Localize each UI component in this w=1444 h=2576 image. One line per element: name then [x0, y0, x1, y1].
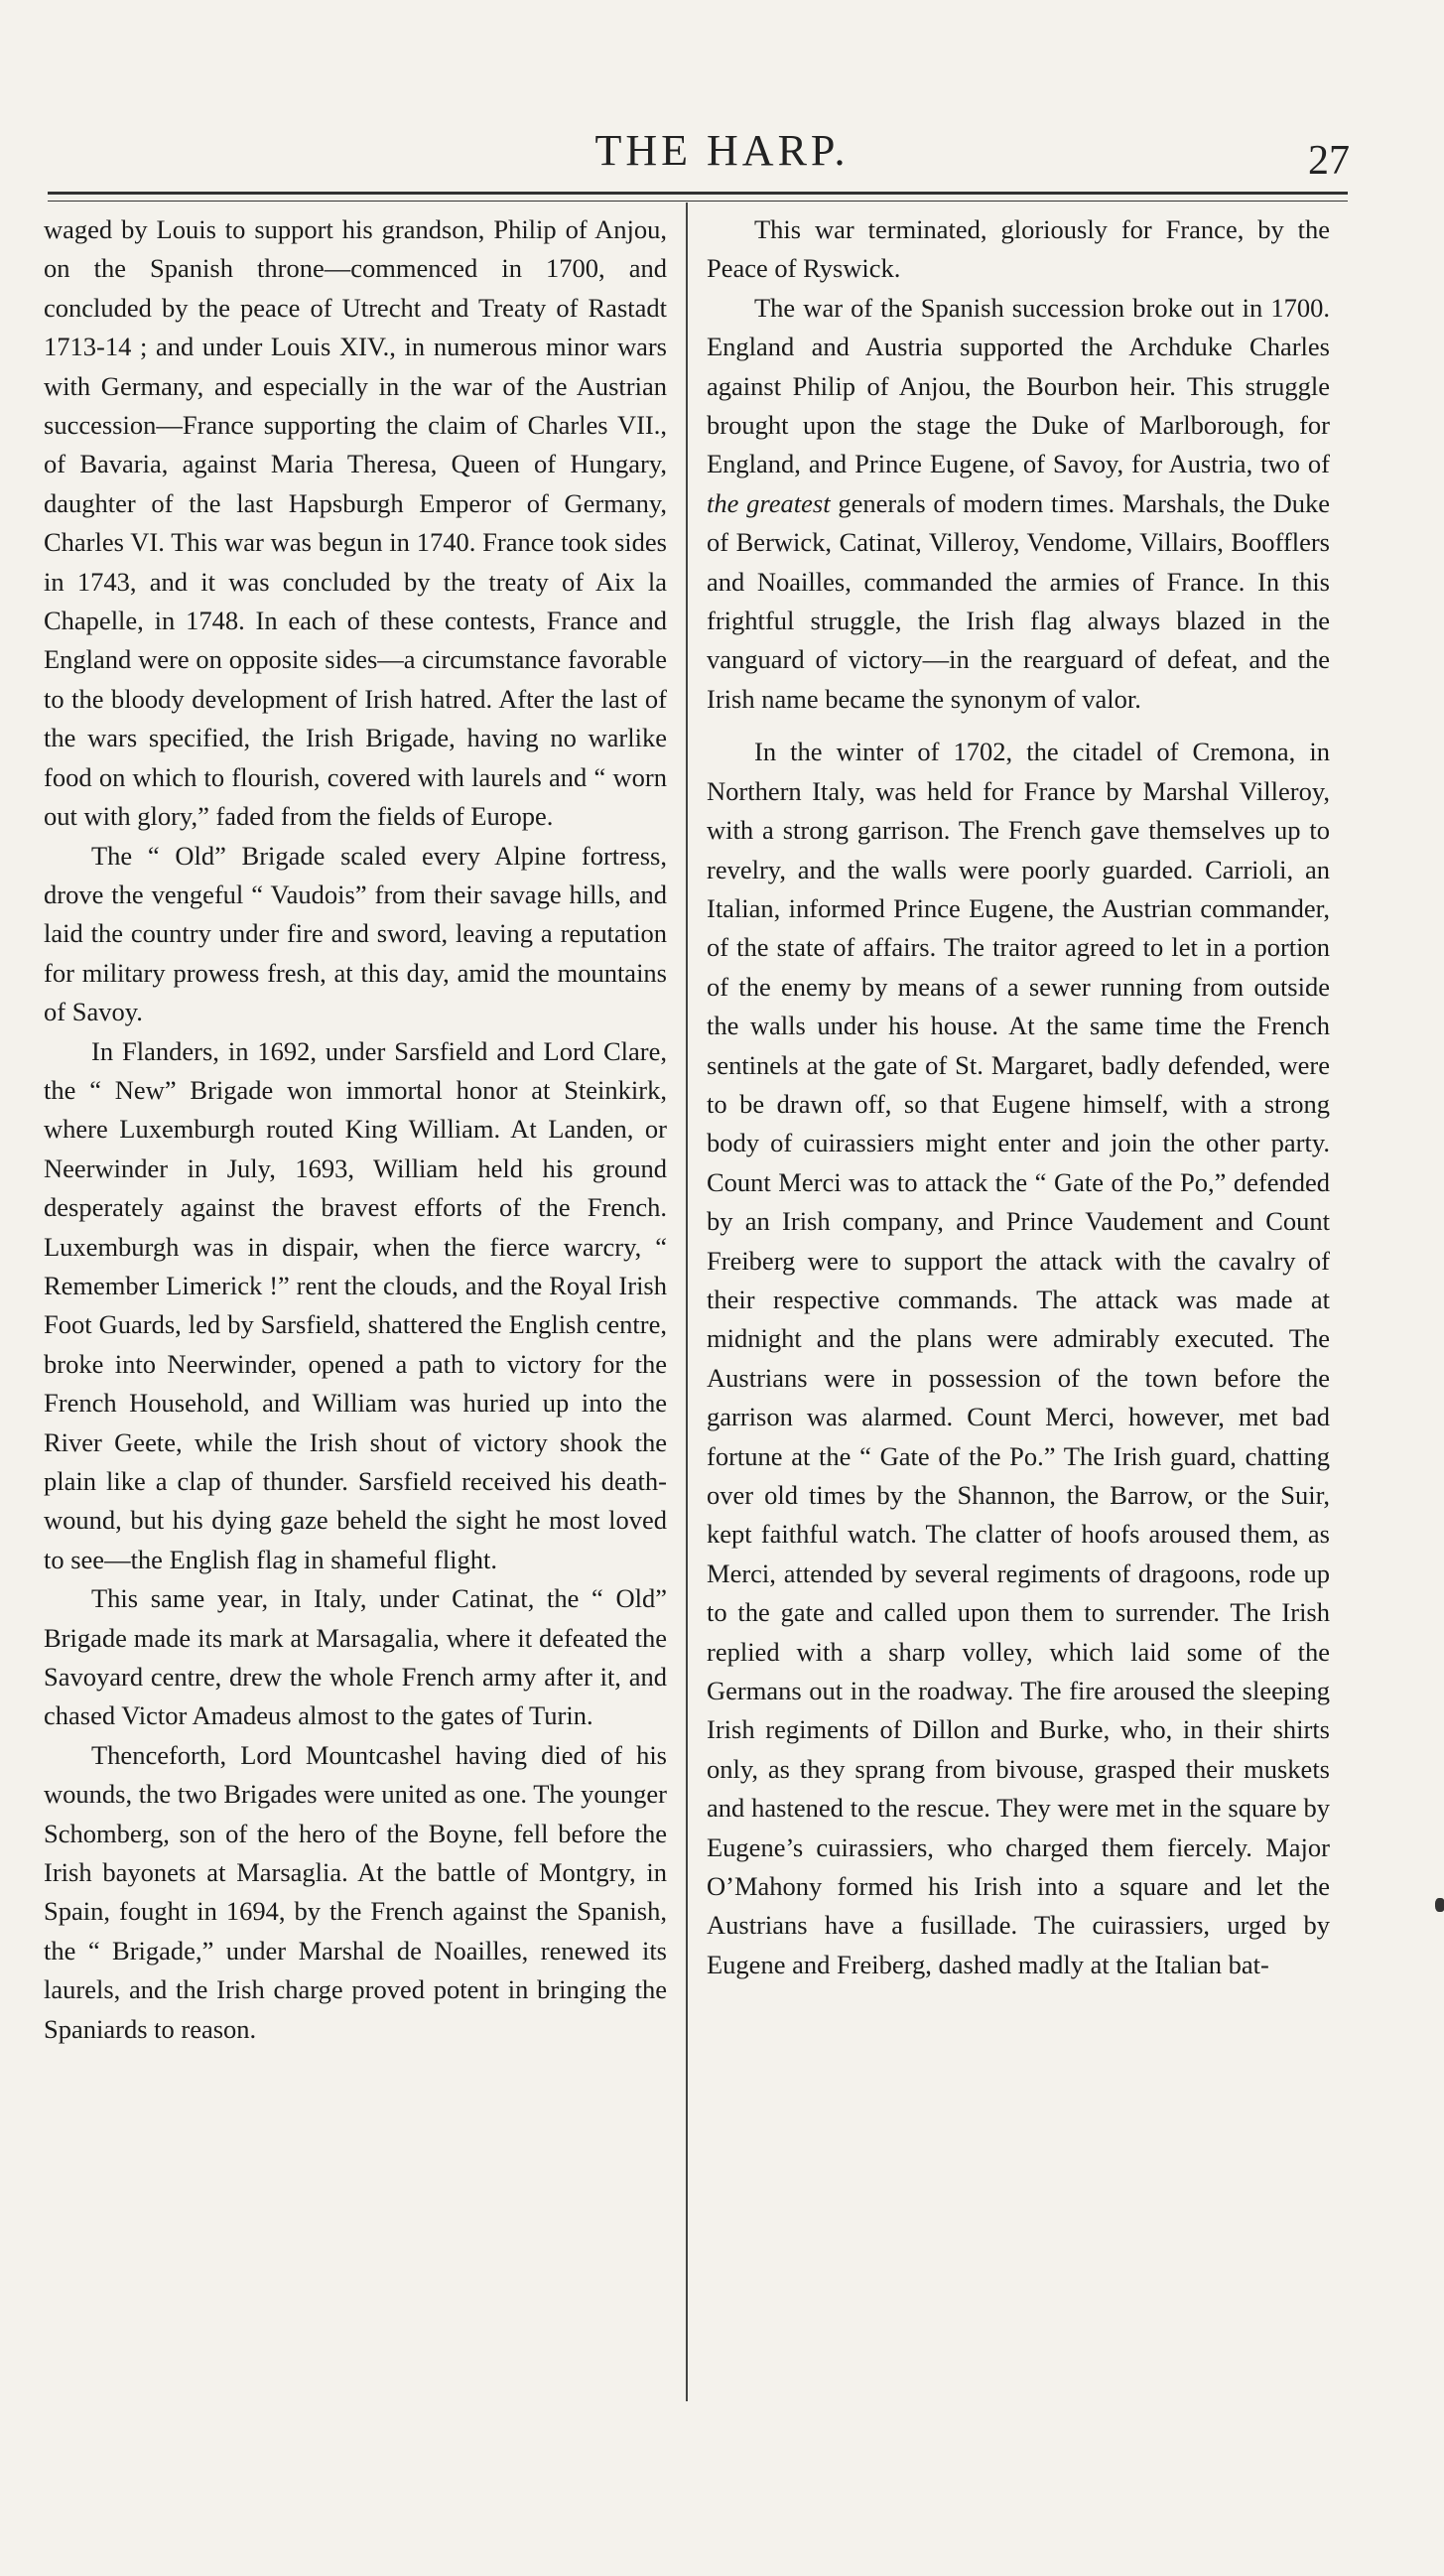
left-paragraph-3: In Flanders, in 1692, under Sarsfield and Lord Clare, the “ New” Brigade won immortal honor at Steinkirk, where Luxemburgh routed King William. At Landen, or Neerwinder in July, 1693, William held his ground desperately against the bravest efforts of the French. Luxemburgh was in dispair, when the fierce warcry, “ Remember Limerick !” rent the clouds, and the Royal Irish Foot Guards, led by Sarsfield, shattered the English centre, broke into Neerwinder, opened a path to victory for the French Household, and William was huried up into the River Geete, while the Irish shout of victory shook the plain like a clap of thunder. Sarsfield received his death-wound, but his dying gaze beheld the sight he most loved to see—the English flag in shameful flight. [44, 1035, 667, 1574]
right-paragraph-2-text-a: The war of the Spanish succession broke out in 1700. England and Austria supported the Archduke Charles against Philip of Anjou, the Bourbon heir. This struggle brought upon the stage the Duke of Marlborough, for England, and Prince Eugene, of Savoy, for Austria, two of [707, 292, 1330, 479]
page-number: 27 [1308, 138, 1350, 184]
right-paragraph-2-text-b: generals of modern times. Marshals, the Duke of Berwick, Catinat, Villeroy, Vendome, Villairs, Boofflers and Noailles, commanded the armies of France. In this frightful struggle, the Irish flag always blazed in the vanguard of victory—in the rearguard of defeat, and the Irish name became the synonym of valor. [707, 487, 1331, 714]
header-rule-thick [48, 192, 1348, 195]
left-paragraph-4: This same year, in Italy, under Catinat, the “ Old” Brigade made its mark at Marsagalia, where it defeated the Savoyard centre, drew the whole French army after it, and chased Victor Amadeus almost to the gates of Turin. [44, 1583, 667, 1731]
italic-phrase: the greatest [707, 487, 831, 518]
right-paragraph-1: This war terminated, gloriously for France, by the Peace of Ryswick. [707, 214, 1330, 284]
running-title: THE HARP. [594, 126, 850, 175]
left-paragraph-5: Thenceforth, Lord Mountcashel having died of his wounds, the two Brigades were united as one. The younger Schomberg, son of the hero of the Boyne, fell before the Irish bayonets at Marsaglia. At the battle of Montgry, in Spain, fought in 1694, by the French against the Spanish, the “ Brigade,” under Marshal de Noailles, renewed its laurels, and the Irish charge proved potent in bringing the Spaniards to reason. [44, 1739, 667, 2044]
left-paragraph-2: The “ Old” Brigade scaled every Alpine fortress, drove the vengeful “ Vaudois” from their savage hills, and laid the country under fire and sword, leaving a reputation for military prowess fresh, at this day, amid the mountains of Savoy. [44, 840, 667, 1027]
page-header [0, 117, 1444, 197]
header-rule-thin [48, 201, 1348, 202]
column-divider [686, 203, 688, 2401]
right-column [707, 210, 1330, 1984]
left-paragraph-1: waged by Louis to support his grandson, Philip of Anjou, on the Spanish throne—commenced in 1700, and concluded by the peace of Utrecht and Treaty of Rastadt 1713-14 ; and under Louis XIV., in numerous minor wars with Germany, and especially in the war of the Austrian succession—France supporting the claim of Charles VII., of Bavaria, against Maria Theresa, Queen of Hungary, daughter of the last Hapsburgh Emperor of Germany, Charles VI. This war was begun in 1740. France took sides in 1743, and it was concluded by the treaty of Aix la Chapelle, in 1748. In each of these contests, France and England were on opposite sides—a circumstance favorable to the bloody development of Irish hatred. After the last of the wars specified, the Irish Brigade, having no warlike food on which to flourish, covered with laurels and “ worn out with glory,” faded from the fields of Europe. [44, 214, 667, 832]
ink-speck [1435, 1898, 1444, 1912]
left-column [44, 210, 667, 2049]
right-paragraph-3: In the winter of 1702, the citadel of Cremona, in Northern Italy, was held for France by Marshal Villeroy, with a strong garrison. The French gave themselves up to revelry, and the walls were poorly guarded. Carrioli, an Italian, informed Prince Eugene, the Austrian commander, of the state of affairs. The traitor agreed to let in a portion of the enemy by means of a sewer running from outside the walls under his house. At the same time the French sentinels at the gate of St. Margaret, badly defended, were to be drawn off, so that Eugene himself, with a strong body of cuirassiers might enter and join the other party. Count Merci was to attack the “ Gate of the Po,” defended by an Irish company, and Prince Vaudement and Count Freiberg were to support the attack with the cavalry of their respective commands. The attack was made at midnight and the plans were admirably executed. The Austrians were in possession of the town before the garrison was alarmed. Count Merci, however, met bad fortune at the “ Gate of the Po.” The Irish guard, chatting over old times by the Shannon, the Barrow, or the Suir, kept faithful watch. The clatter of hoofs aroused them, as Merci, attended by several regiments of dragoons, rode up to the gate and called upon them to surrender. The Irish replied with a sharp volley, which laid some of the Germans out in the roadway. The fire aroused the sleeping Irish regiments of Dillon and Burke, who, in their shirts only, as they sprang from bivouse, grasped their muskets and hastened to the rescue. They were met in the square by Eugene’s cuirassiers, who charged them fiercely. Major O’Mahony formed his Irish into a square and let the Austrians have a fusillade. The cuirassiers, urged by Eugene and Freiberg, dashed madly at the Italian bat- [707, 737, 1330, 1979]
right-paragraph-2 [707, 289, 1330, 719]
